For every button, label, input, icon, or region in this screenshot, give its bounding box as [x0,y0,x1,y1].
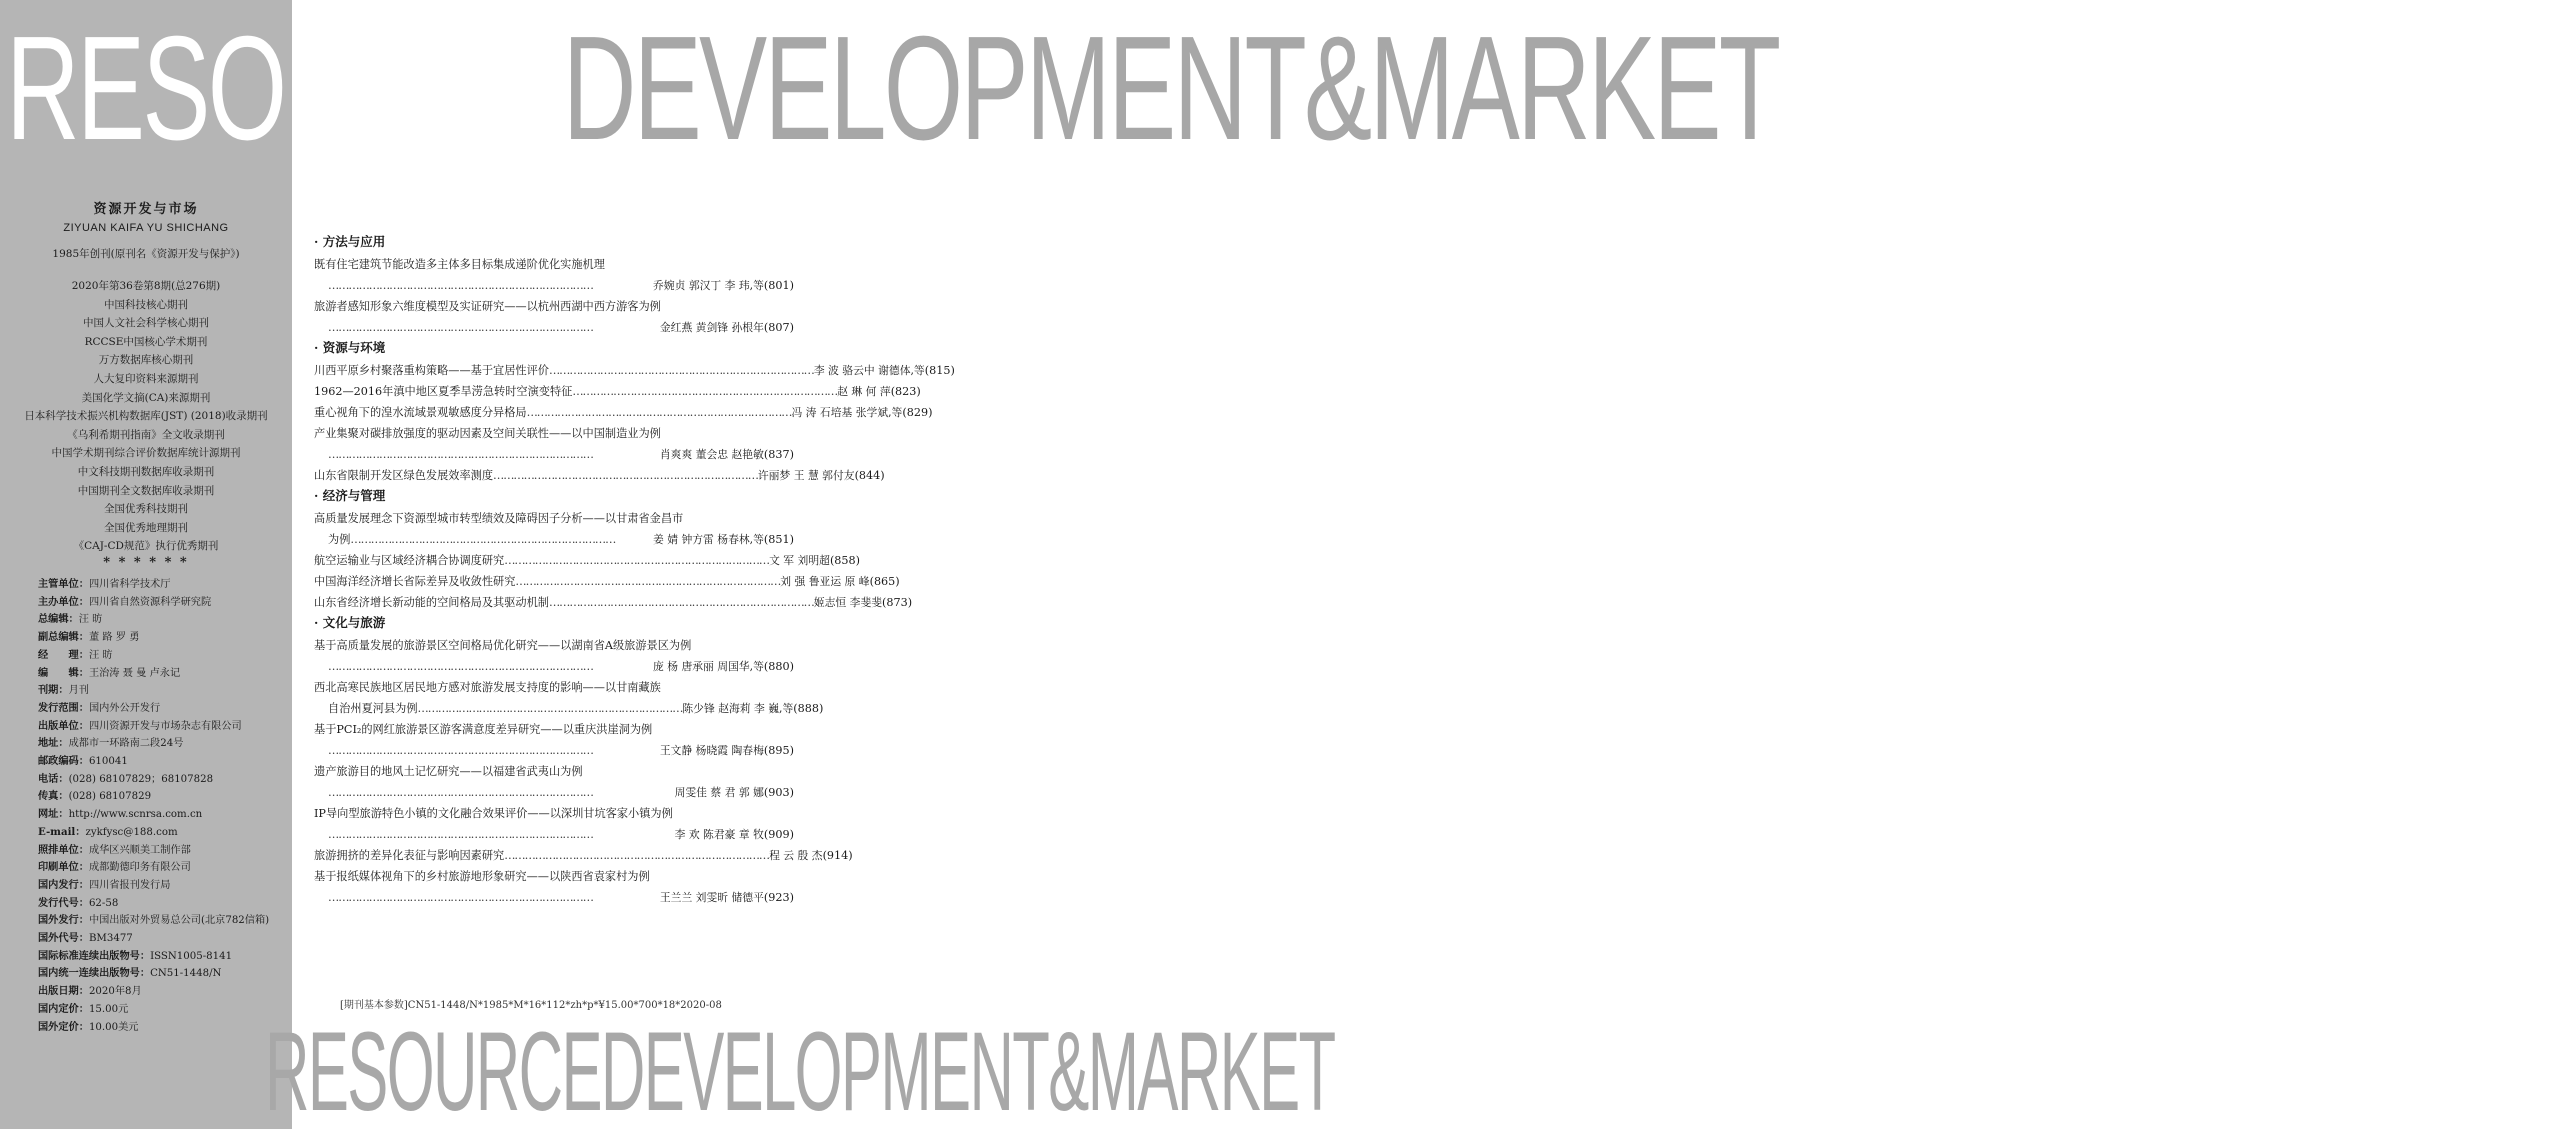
banner-part1: RESOURCE [6,6,563,171]
info-row [38,1019,288,1037]
entry-line [314,592,913,613]
toc-entry [314,592,913,613]
info-row [38,735,288,753]
info-row [38,576,288,594]
info-value: 10.00美元 [88,1021,139,1033]
toc-entry [314,571,900,592]
dot-leader: …………………………………………………………………… [328,660,593,673]
entry-authors: 许丽梦 王 慧 郭付友 [757,469,855,482]
entry-title: 航空运输业与区域经济耦合协调度研究 [314,554,505,567]
section-heading: · 方法与应用 [314,234,386,249]
info-label: 出版日期： [38,985,89,998]
entry-title: 既有住宅建筑节能改造多主体多目标集成递阶优化实施机理 [314,258,605,271]
info-value: BM3477 [88,933,133,945]
info-row [38,594,288,612]
indexing-item: 中国学术期刊综合评价数据库统计源期刊 [51,447,241,460]
info-row [38,930,288,948]
info-label: 国内发行： [38,878,89,891]
indexing-item: 《乌利希期刊指南》全文收录期刊 [67,428,225,441]
entry-authors: 金红燕 黄剑锋 孙根年 [659,321,764,334]
entry-line [314,444,794,465]
info-value: 国内外公开发行 [88,702,161,714]
entry-page: (865) [869,575,900,588]
entry-line [314,677,794,698]
entry-title: 山东省限制开发区绿色发展效率测度 [314,469,494,482]
info-row [38,682,288,700]
indexing-item: 万方数据库核心期刊 [98,354,194,367]
info-row [38,948,288,966]
info-row [38,753,288,771]
entry-authors: 姬志恒 李斐斐 [813,596,883,609]
info-value: 2020年8月 [88,986,142,998]
entry-page: (903) [763,786,794,799]
info-label: 主管单位： [38,578,89,590]
toc-entry [314,719,794,761]
info-value: 四川省报刊发行局 [88,879,171,891]
info-label: 印刷单位： [38,861,89,874]
toc-entry [314,761,794,803]
info-label: 国外发行： [38,914,89,927]
banner-part2: DEVELOPMENT&MARKET [562,6,1779,171]
info-row [38,771,288,789]
indexing-item: RCCSE中国核心学术期刊 [84,335,208,348]
info-label: 刊期： [38,684,69,697]
journal-header [0,198,292,271]
entry-title: 旅游者感知形象六维度模型及实证研究——以杭州西湖中西方游客为例 [314,300,661,313]
footer-banner [265,1009,1335,1134]
info-label: 照排单位： [38,843,89,856]
info-row [38,859,288,877]
dot-leader: …………………………………………………………………… [548,596,814,609]
entry-authors: 乔婉贞 郭汉丁 李 玮,等 [653,279,764,292]
dot-leader: …………………………………………………………………… [504,849,770,862]
entry-line [314,698,824,719]
info-row [38,665,288,683]
info-value: 成都市一环路南二段24号 [68,738,184,750]
info-value: 610041 [88,756,128,768]
indexing-item: 中国科技核心期刊 [104,298,188,311]
entry-line [314,275,794,296]
entry-title: 基于报纸媒体视角下的乡村旅游地形象研究——以陕西省袁家村为例 [314,870,650,883]
info-row [38,912,288,930]
dot-leader: …………………………………………………………………… [572,385,838,398]
info-label: 发行范围： [38,701,89,714]
banner [6,6,1779,171]
entry-title: 中国海洋经济增长省际差异及收敛性研究 [314,575,516,588]
dot-leader: …………………………………………………………………… [328,786,593,799]
toc-entry [314,402,933,423]
info-value: CN51-1448/N [150,968,222,980]
dot-leader: …………………………………………………………………… [515,575,781,588]
info-label: 出版单位： [38,719,89,732]
indexing-item: 《CAJ-CD规范》执行优秀期刊 [73,540,219,553]
info-row [38,611,288,629]
info-value: 王治涛 聂 曼 卢永记 [88,667,181,679]
entry-line [314,465,885,486]
entry-authors: 李 波 骆云中 谢德体,等 [813,364,925,377]
entry-line [314,550,861,571]
indexing-item: 2020年第36卷第8期(总276期) [71,280,221,292]
entry-authors: 周雯佳 蔡 君 郭 娜 [674,786,764,799]
entry-authors: 刘 强 鲁亚运 原 峰 [780,575,870,588]
info-value: ISSN1005-8141 [150,950,233,962]
toc-entry [314,803,794,845]
entry-authors: 李 欢 陈君豪 章 牧 [674,828,764,841]
dot-leader: …………………………………………………………………… [328,891,593,904]
info-label: 国外代号： [38,932,89,945]
entry-authors: 肖爽爽 董会忠 赵艳敏 [659,448,764,461]
indexing-item: 美国化学文摘(CA)来源期刊 [81,391,211,404]
entry-page: (858) [829,554,861,567]
entry-title-cont: 为例 [328,533,351,546]
info-value: 月刊 [68,685,89,697]
journal-title-cn: 资源开发与市场 [93,202,199,217]
entry-line [314,719,794,740]
toc-entry [314,360,955,381]
info-row [38,647,288,665]
info-label: 国际标准连续出版物号： [38,949,151,962]
info-row [38,877,288,895]
entry-line [314,423,794,444]
dot-leader: …………………………………………………………………… [350,533,616,546]
entry-title: IP导向型旅游特色小镇的文化融合效果评价——以深圳甘坑客家小镇为例 [314,807,673,820]
indexing-item: 全国优秀地理期刊 [104,521,188,534]
info-label: 副总编辑： [38,631,89,644]
info-label: 编 辑： [38,666,89,679]
toc-entry [314,423,794,465]
section-heading: · 文化与旅游 [314,615,386,630]
entry-page: (844) [854,469,885,482]
entry-line [314,803,794,824]
info-row [38,629,288,647]
entry-line [314,635,794,656]
entry-line [314,761,794,782]
entry-line [314,317,794,338]
entry-title: 重心视角下的湟水流域景观敏感度分异格局 [314,406,527,419]
entry-page: (837) [763,448,794,461]
info-row [38,718,288,736]
entry-line [314,360,955,381]
info-label: 电话： [38,772,69,785]
info-label: 国内统一连续出版物号： [38,967,151,980]
dot-leader: …………………………………………………………………… [417,702,683,715]
info-row [38,824,288,842]
info-value: 汪 昉 [88,649,113,661]
info-row [38,842,288,860]
entry-title: 遗产旅游目的地风土记忆研究——以福建省武夷山为例 [314,765,583,778]
toc-entry [314,508,794,550]
entry-line [314,887,794,908]
toc-entry [314,677,824,719]
footer-banner-text: RESOURCEDEVELOPMENT&MARKET [265,1009,1335,1134]
entry-line [314,656,794,677]
info-row [38,965,288,983]
info-row [38,895,288,913]
entry-title: 高质量发展理念下资源型城市转型绩效及障碍因子分析——以甘肃省金昌市 [314,512,684,525]
indexing-item: 中国期刊全文数据库收录期刊 [77,484,215,497]
info-row [38,1001,288,1019]
info-label: 邮政编码： [38,755,89,768]
info-value: 中国出版对外贸易总公司(北京782信箱) [88,915,270,927]
info-label: 经 理： [38,648,89,661]
indexing-item: 日本科学技术振兴机构数据库(JST) (2018)收录期刊 [24,410,268,423]
journal-params: [期刊基本参数]CN51-1448/N*1985*M*16*112*zh*p*¥15.00*700*18*2020-08 [340,1000,722,1011]
entry-line [314,571,900,592]
info-value: 四川资源开发与市场杂志有限公司 [88,720,242,732]
toc-entry [314,635,794,677]
info-label: 地址： [38,737,69,750]
dot-leader: …………………………………………………………………… [328,448,593,461]
entry-page: (815) [924,364,955,377]
entry-title: 旅游拥挤的差异化表征与影响因素研究 [314,849,505,862]
entry-page: (823) [890,385,921,398]
entry-page: (807) [763,321,794,334]
toc-entry [314,866,794,908]
entry-title: 西北高寒民族地区居民地方感对旅游发展支持度的影响——以甘南藏族 [314,681,661,694]
info-value: (028) 68107829 [68,791,152,803]
entry-title-cont: 自治州夏河县为例 [328,702,418,715]
info-value: 汪 昉 [78,614,103,626]
entry-page: (909) [763,828,794,841]
info-value: 董 路 罗 勇 [88,632,140,644]
info-row [38,806,288,824]
entry-authors: 陈少锋 赵海莉 李 巍,等 [682,702,794,715]
journal-founded: 1985年创刊(原刊名《资源开发与保护》) [52,248,240,260]
journal-title-pinyin: ZIYUAN KAIFA YU SHICHANG [63,222,229,234]
entry-title: 川西平原乡村聚落重构策略——基于宜居性评价 [314,364,549,377]
info-value: 15.00元 [88,1003,129,1015]
entry-line [314,866,794,887]
info-value: 四川省自然资源科学研究院 [88,596,212,608]
section-heading: · 资源与环境 [314,340,386,355]
entry-authors: 赵 琳 何 萍 [837,385,891,398]
entry-title: 基于PCI₂的网红旅游景区游客满意度差异研究——以重庆洪崖洞为例 [314,723,653,736]
dot-leader: …………………………………………………………………… [493,469,758,482]
dot-leader: …………………………………………………………………… [328,744,593,757]
entry-title: 产业集聚对碳排放强度的驱动因素及空间关联性——以中国制造业为例 [314,427,661,440]
entry-page: (829) [902,406,933,419]
info-value: 62-58 [88,897,119,909]
publication-info [38,576,288,1036]
entry-authors: 程 云 殷 杰 [769,849,823,862]
entry-authors: 庞 杨 唐承丽 周国华,等 [653,660,764,673]
entry-page: (923) [763,891,794,904]
entry-page: (895) [763,744,794,757]
entry-title: 基于高质量发展的旅游景区空间格局优化研究——以湖南省A级旅游景区为例 [314,639,692,652]
entry-page: (873) [882,596,913,609]
entry-authors: 姜 婧 钟方雷 杨春林,等 [653,533,764,546]
entry-line [314,845,853,866]
stars-divider: * * * * * * [103,555,189,570]
indexing-item: 人大复印资料来源期刊 [93,372,199,385]
info-row [38,700,288,718]
entry-title: 1962—2016年滇中地区夏季旱涝急转时空演变特征 [314,385,573,398]
info-label: E-mail： [38,825,86,838]
info-value: 成华区兴顺美工制作部 [88,844,191,856]
indexing-list [0,277,292,556]
toc-entry [314,550,861,571]
entry-line [314,782,794,803]
info-label: 总编辑： [38,613,79,626]
info-value: (028) 68107829；68107828 [68,773,214,785]
dot-leader: …………………………………………………………………… [504,554,770,567]
info-value: 成都勤德印务有限公司 [88,862,191,874]
entry-line [314,296,794,317]
info-label: 国内定价： [38,1002,89,1015]
entry-line [314,824,794,845]
entry-authors: 王文静 杨晓霞 陶春梅 [659,744,764,757]
entry-page: (914) [822,849,853,862]
toc-entry [314,296,794,338]
entry-page: (880) [763,660,794,673]
indexing-item: 中国人文社会科学核心期刊 [83,317,209,330]
info-value: http://www.scnrsa.com.cn [68,809,203,821]
entry-line [314,529,794,550]
info-value: zykfysc@188.com [85,826,178,838]
entry-line [314,254,794,275]
entry-authors: 文 军 刘明超 [769,554,830,567]
entry-page: (888) [793,702,824,715]
info-label: 主办单位： [38,595,89,608]
info-label: 传真： [38,790,69,803]
toc-entry [314,254,794,296]
entry-line [314,381,921,402]
entry-authors: 王兰兰 刘雯昕 储德平 [659,891,764,904]
dot-leader: …………………………………………………………………… [548,364,814,377]
indexing-item: 全国优秀科技期刊 [104,503,188,516]
section-heading: · 经济与管理 [314,488,386,503]
entry-page: (801) [763,279,794,292]
entry-line [314,402,933,423]
toc-entry [314,465,885,486]
info-row [38,983,288,1001]
entry-authors: 冯 涛 石培基 张学斌,等 [791,406,903,419]
dot-leader: …………………………………………………………………… [328,279,593,292]
entry-line [314,508,794,529]
dot-leader: …………………………………………………………………… [328,828,593,841]
info-row [38,788,288,806]
info-label: 国外定价： [38,1020,89,1033]
toc-entry [314,845,853,866]
entry-page: (851) [763,533,794,546]
entry-title: 山东省经济增长新动能的空间格局及其驱动机制 [314,596,549,609]
dot-leader: …………………………………………………………………… [526,406,792,419]
toc-entry [314,381,921,402]
indexing-item: 中文科技期刊数据库收录期刊 [77,465,215,478]
entry-line [314,740,794,761]
info-label: 发行代号： [38,896,89,909]
info-label: 网址： [38,808,69,821]
table-of-contents [314,232,955,908]
dot-leader: …………………………………………………………………… [328,321,593,334]
info-value: 四川省科学技术厅 [88,579,171,590]
